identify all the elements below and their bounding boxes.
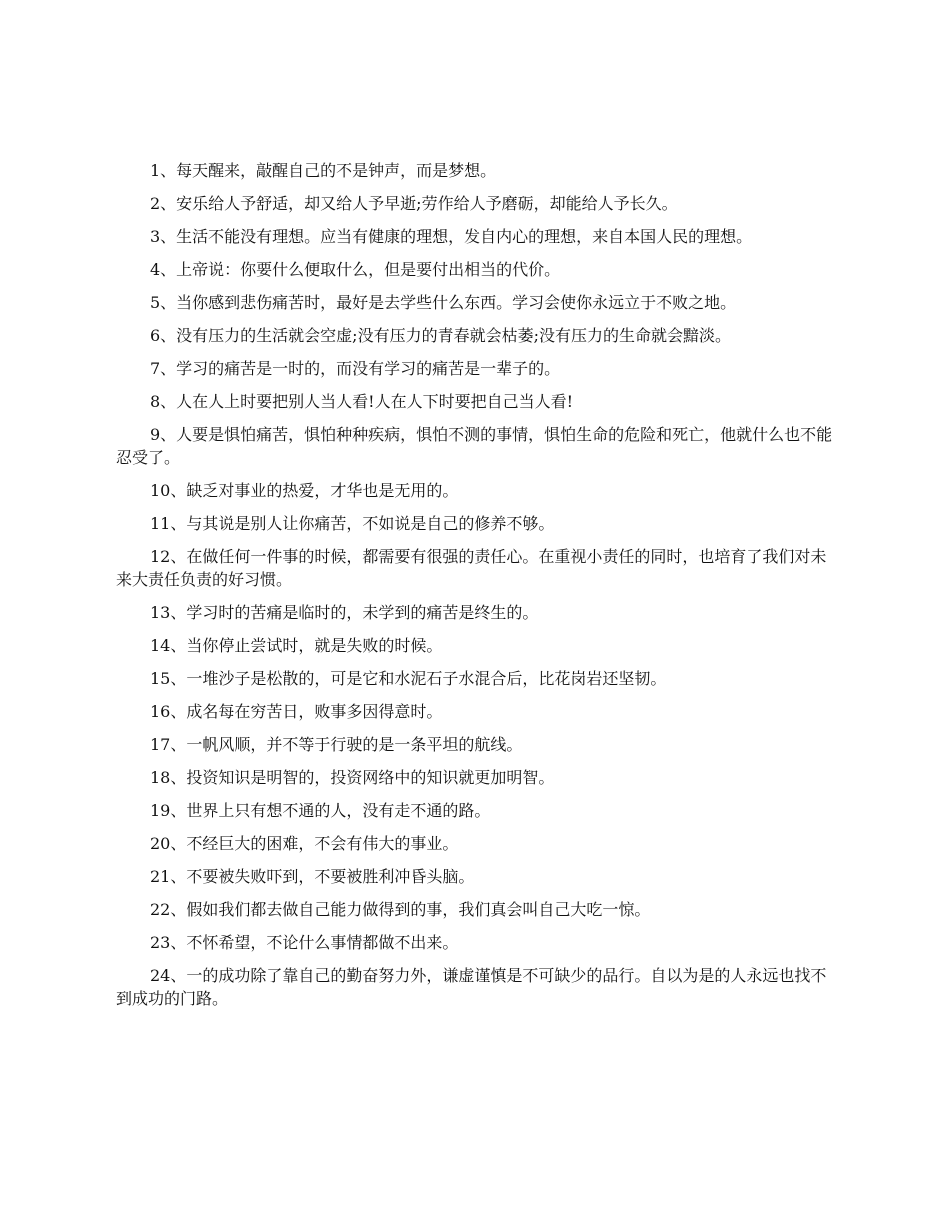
quote-paragraph-9: 9、人要是惧怕痛苦，惧怕种种疾病，惧怕不测的事情，惧怕生命的危险和死亡，他就什么也不能忍受了。 bbox=[116, 425, 833, 467]
quote-paragraph-16: 16、成名每在穷苦日，败事多因得意时。 bbox=[150, 702, 443, 721]
quote-paragraph-7: 7、学习的痛苦是一时的，而没有学习的痛苦是一辈子的。 bbox=[150, 359, 561, 378]
quote-paragraph-22: 22、假如我们都去做自己能力做得到的事，我们真会叫自己大吃一惊。 bbox=[150, 900, 651, 919]
quote-paragraph-23: 23、不怀希望，不论什么事情都做不出来。 bbox=[150, 933, 459, 952]
quote-paragraph-11: 11、与其说是别人让你痛苦，不如说是自己的修养不够。 bbox=[150, 514, 555, 533]
quote-paragraph-6: 6、没有压力的生活就会空虚;没有压力的青春就会枯萎;没有压力的生命就会黯淡。 bbox=[150, 326, 731, 345]
quote-paragraph-14: 14、当你停止尝试时，就是失败的时候。 bbox=[150, 636, 443, 655]
quote-paragraph-15: 15、一堆沙子是松散的，可是它和水泥石子水混合后，比花岗岩还坚韧。 bbox=[150, 669, 667, 688]
document-body bbox=[116, 159, 834, 1020]
quote-paragraph-24: 24、一的成功除了靠自己的勤奋努力外，谦虚谨慎是不可缺少的品行。自以为是的人永远也找不到成功的门路。 bbox=[116, 966, 827, 1008]
quote-paragraph-3: 3、生活不能没有理想。应当有健康的理想，发自内心的理想，来自本国人民的理想。 bbox=[150, 227, 753, 246]
quote-paragraph-21: 21、不要被失败吓到，不要被胜利冲昏头脑。 bbox=[150, 867, 475, 886]
quote-paragraph-5: 5、当你感到悲伤痛苦时，最好是去学些什么东西。学习会使你永远立于不败之地。 bbox=[150, 293, 737, 312]
quote-paragraph-20: 20、不经巨大的困难，不会有伟大的事业。 bbox=[150, 834, 459, 853]
quote-paragraph-17: 17、一帆风顺，并不等于行驶的是一条平坦的航线。 bbox=[150, 735, 523, 754]
quote-paragraph-4: 4、上帝说：你要什么便取什么，但是要付出相当的代价。 bbox=[150, 260, 561, 279]
quote-paragraph-12: 12、在做任何一件事的时候，都需要有很强的责任心。在重视小责任的同时，也培育了我们对未来大责任负责的好习惯。 bbox=[116, 547, 827, 589]
quote-paragraph-10: 10、缺乏对事业的热爱，才华也是无用的。 bbox=[150, 481, 459, 500]
quote-paragraph-13: 13、学习时的苦痛是临时的，未学到的痛苦是终生的。 bbox=[150, 603, 539, 622]
quote-paragraph-1: 1、每天醒来，敲醒自己的不是钟声，而是梦想。 bbox=[150, 161, 497, 180]
quote-paragraph-2: 2、安乐给人予舒适，却又给人予早逝;劳作给人予磨砺，却能给人予长久。 bbox=[150, 194, 678, 213]
quote-paragraph-8: 8、人在人上时要把别人当人看!人在人下时要把自己当人看! bbox=[150, 392, 574, 411]
quote-paragraph-19: 19、世界上只有想不通的人，没有走不通的路。 bbox=[150, 801, 491, 820]
quote-paragraph-18: 18、投资知识是明智的，投资网络中的知识就更加明智。 bbox=[150, 768, 555, 787]
